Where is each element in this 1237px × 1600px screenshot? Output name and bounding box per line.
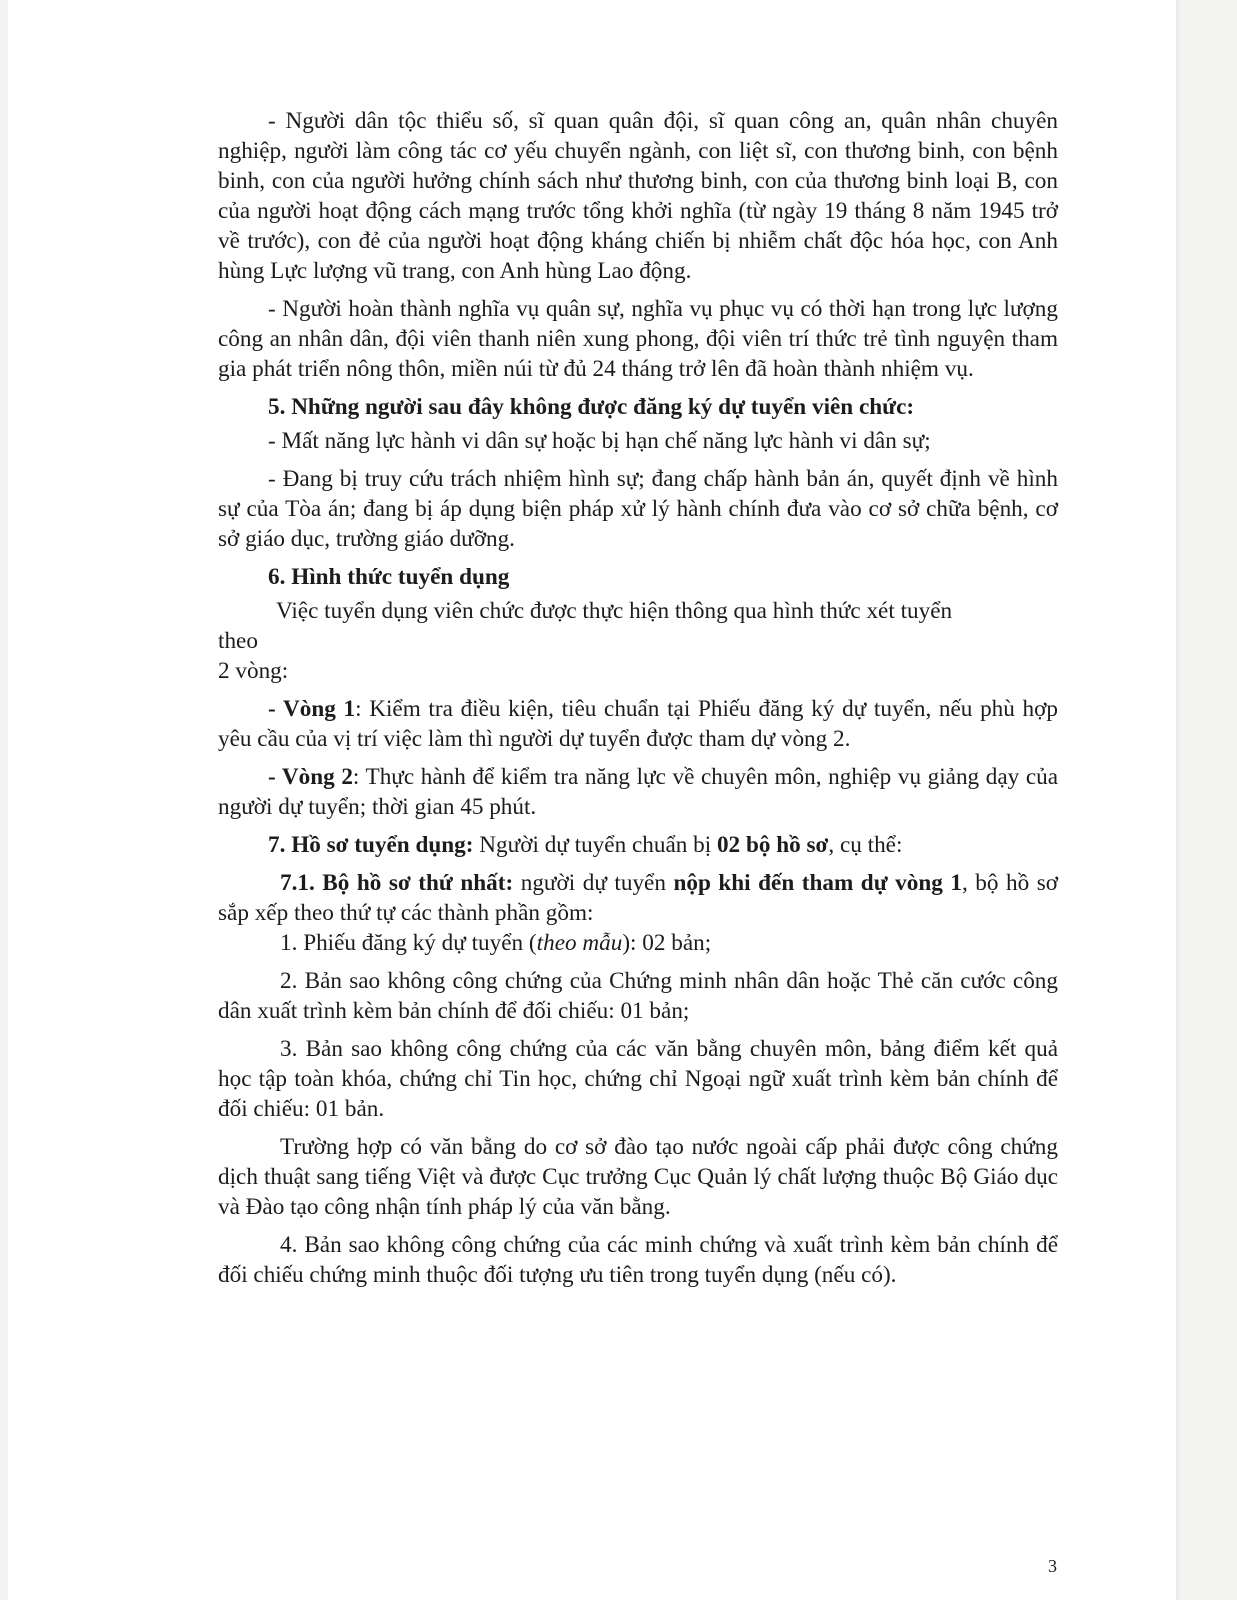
document-body	[218, 106, 1058, 1290]
recruitment-form-line-3: 2 vòng:	[218, 658, 289, 684]
section-5-heading: 5. Những người sau đây không được đăng ký dự tuyển viên chức:	[268, 394, 915, 420]
round-1-paragraph	[218, 694, 1058, 754]
section-6-heading: 6. Hình thức tuyển dụng	[268, 564, 510, 590]
ineligible-item-1: - Mất năng lực hành vi dân sự hoặc bị hạn chế năng lực hành vi dân sự;	[268, 428, 931, 454]
section-7-bold-text: 02 bộ hồ sơ	[716, 832, 829, 858]
section-7-label: 7. Hồ sơ tuyển dụng:	[268, 832, 474, 858]
dossier-item-1	[218, 928, 1058, 958]
dossier-item-1-italic: theo mẫu	[536, 930, 623, 956]
section-7-text-2: , cụ thể:	[828, 832, 903, 858]
page-number: 3	[1048, 1556, 1057, 1576]
military-service-paragraph: - Người hoàn thành nghĩa vụ quân sự, nghĩa vụ phục vụ có thời hạn trong lực lượng công an nhân dân, đội viên thanh niên xung phong, đội viên trí thức trẻ tình nguyện tham gia phát triển nông thôn, miền núi từ đủ 24 tháng trở lên đã hoàn thành nhiệm vụ.	[218, 296, 1058, 382]
ineligible-item-2: - Đang bị truy cứu trách nhiệm hình sự; đang chấp hành bản án, quyết định về hình sự của Tòa án; đang bị áp dụng biện pháp xử lý hành chính đưa vào cơ sở chữa bệnh, cơ sở giáo dục, trường giáo dưỡng.	[218, 466, 1058, 552]
dossier-item-1-text: 1. Phiếu đăng ký dự tuyển (	[280, 930, 537, 956]
dossier-item-1-end: ): 02 bản;	[622, 930, 712, 956]
round-2-text: : Thực hành để kiểm tra năng lực về chuyên môn, nghiệp vụ giảng dạy của người dự tuyển; thời gian 45 phút.	[218, 764, 1058, 820]
section-7-1-text-1: người dự tuyển	[513, 870, 674, 896]
section-7-heading	[218, 830, 1058, 860]
section-7-1-heading	[218, 868, 1058, 928]
round-1-text: : Kiểm tra điều kiện, tiêu chuẩn tại Phiếu đăng ký dự tuyển, nếu phù hợp yêu cầu của vị trí việc làm thì người dự tuyển được tham dự vòng 2.	[218, 696, 1059, 752]
recruitment-form-line-2: theo	[218, 628, 258, 654]
priority-group-paragraph: - Người dân tộc thiểu số, sĩ quan quân đội, sĩ quan công an, quân nhân chuyên nghiệp, người làm công tác cơ yếu chuyển ngành, con liệt sĩ, con thương binh, con bệnh binh, con của người hưởng chính sách như thương binh, con của thương binh loại B, con của người hoạt động cách mạng trước tổng khởi nghĩa (từ ngày 19 tháng 8 năm 1945 trở về trước), con đẻ của người hoạt động kháng chiến bị nhiễm chất độc hóa học, con Anh hùng Lực lượng vũ trang, con Anh hùng Lao động.	[218, 108, 1058, 284]
round-1-label: - Vòng 1	[268, 696, 356, 722]
section-7-text-1: Người dự tuyển chuẩn bị	[473, 832, 717, 858]
foreign-degree-note: Trường hợp có văn bằng do cơ sở đào tạo nước ngoài cấp phải được công chứng dịch thuật sang tiếng Việt và được Cục trưởng Cục Quản lý chất lượng thuộc Bộ Giáo dục và Đào tạo công nhận tính pháp lý của văn bằng.	[218, 1134, 1058, 1220]
dossier-item-4: 4. Bản sao không công chứng của các minh chứng và xuất trình kèm bản chính để đối chiếu chứng minh thuộc đối tượng ưu tiên trong tuyển dụng (nếu có).	[218, 1232, 1058, 1288]
dossier-item-2: 2. Bản sao không công chứng của Chứng minh nhân dân hoặc Thẻ căn cước công dân xuất trình kèm bản chính để đối chiếu: 01 bản;	[218, 968, 1058, 1024]
section-7-1-text-2: , bộ hồ sơ sắp xếp theo thứ tự các thành phần gồm:	[218, 870, 1058, 926]
section-7-1-label: 7.1. Bộ hồ sơ thứ nhất:	[280, 870, 514, 896]
round-2-label: - Vòng 2	[268, 764, 353, 790]
dossier-item-3: 3. Bản sao không công chứng của các văn bằng chuyên môn, bảng điểm kết quả học tập toàn khóa, chứng chỉ Tin học, chứng chỉ Ngoại ngữ xuất trình kèm bản chính để đối chiếu: 01 bản.	[218, 1036, 1058, 1122]
document-page	[8, 0, 1176, 1600]
recruitment-form-line-1: Việc tuyển dụng viên chức được thực hiện thông qua hình thức xét tuyển	[276, 598, 953, 624]
round-2-paragraph	[218, 762, 1058, 822]
section-7-1-bold-text: nộp khi đến tham dự vòng 1	[673, 870, 962, 896]
